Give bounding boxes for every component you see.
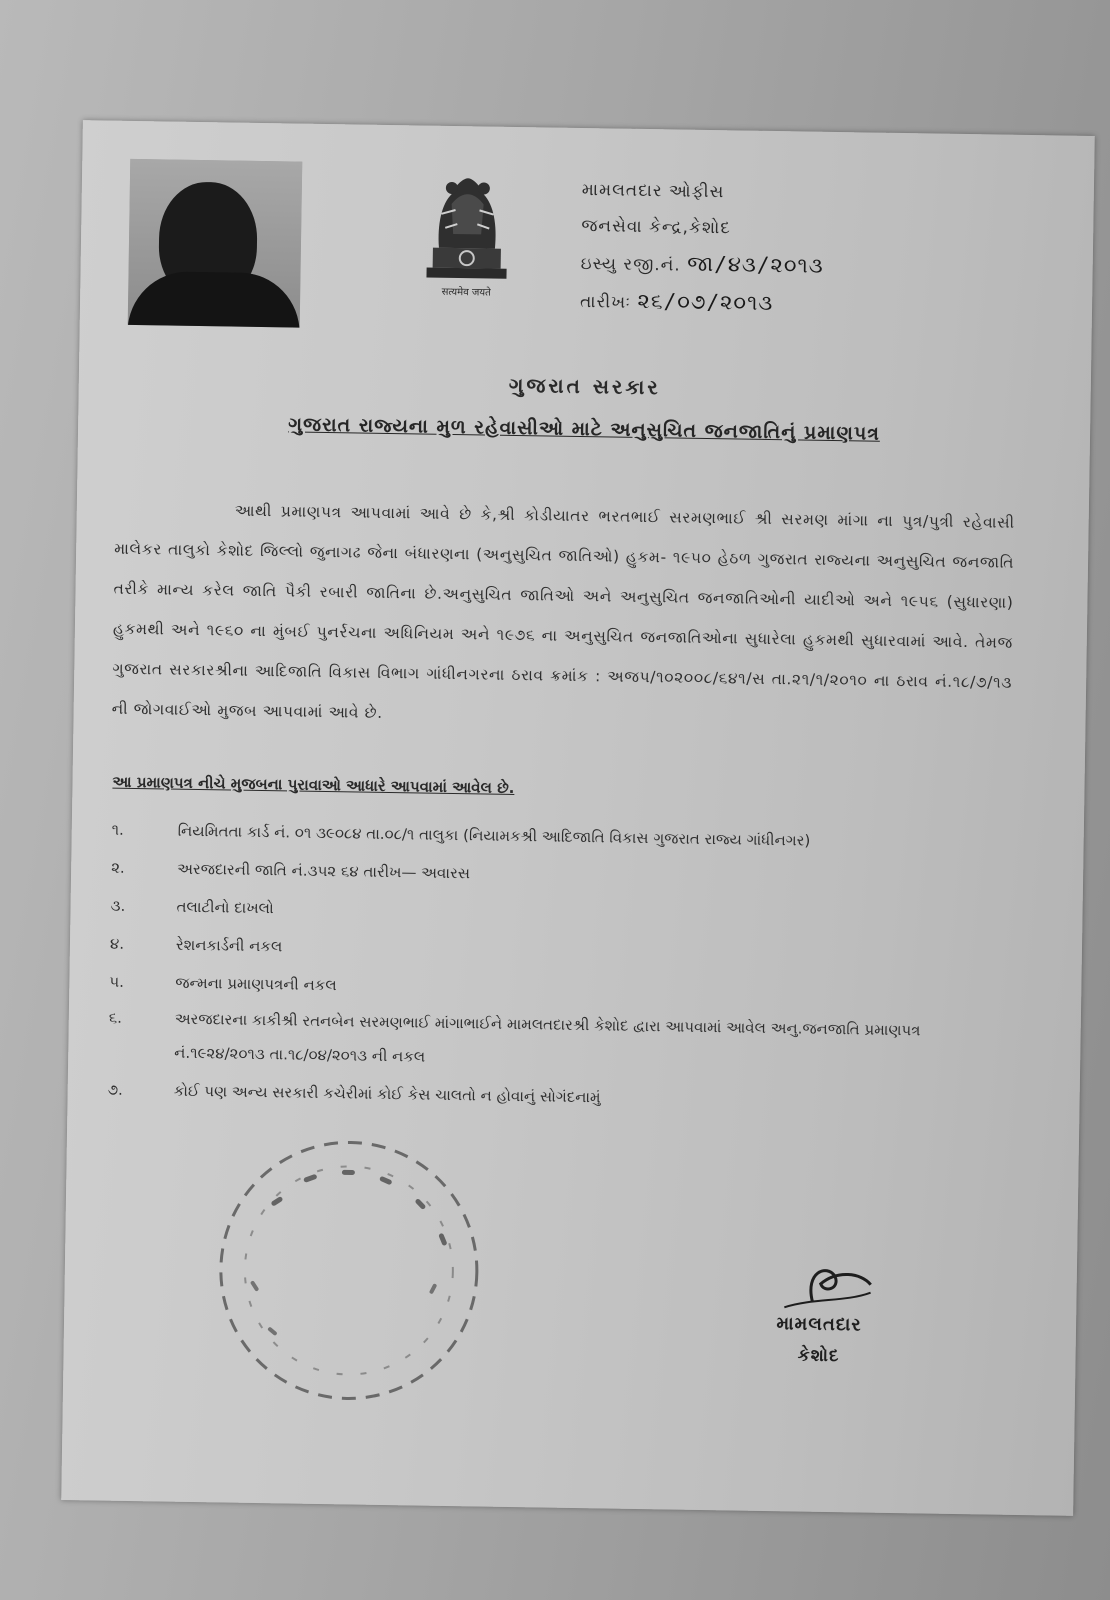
list-item-number: ૧. (111, 820, 125, 839)
official-seal-stamp (211, 1132, 487, 1408)
signatory-place: કેશોદ (797, 1345, 840, 1367)
issue-date: ૨૬/૦૭/૨૦૧૩ (637, 288, 774, 316)
certificate-title: ગુજરાત રાજ્યના મુળ રહેવાસીઓ માટે અનુસુચિત જનજાતિનું પ્રમાણપત્ર (288, 413, 881, 445)
list-item-text: જન્મના પ્રમાણપત્રની નકલ (175, 973, 337, 995)
date-label: તારીખઃ (579, 291, 632, 313)
list-item-text: નિયમિતતા કાર્ડ નં. ૦૧ ૩૯૦૮૪ તા.૦૮/૧ તાલુકા (નિયામકશ્રી આદિજાતિ વિકાસ ગુજરાત રાજ્ય ગાંધીનગર) (177, 821, 811, 850)
register-label: ઇસ્યુ રજી.નં. (580, 253, 681, 276)
office-name: મામલતદાર ઓફીસ (581, 179, 725, 203)
register-number: જા/૪૩/૨૦૧૩ (687, 251, 824, 278)
centre-name: જનસેવા કેન્દ્ર,કેશોદ (581, 215, 731, 239)
signature-mark (774, 1261, 875, 1313)
body-paragraph: આથી પ્રમાણપત્ર આપવામાં આવે છે કે,શ્રી કોડીયાતર ભરતભાઈ સરમણભાઈ શ્રી સરમણ માંગા ના પુત્ર/પુત્રી રહેવાસી માલેકર તાલુકો કેશોદ જિલ્લો જુનાગઢ જેના બંધારણના (અનુસુચિત જાતિઓ) હુકમ- ૧૯૫૦ હેઠળ ગુજરાત રાજ્યના અનુસુચિત જનજાતિ તરીકે માન્ય કરેલ જાતિ પૈકી રબારી જાતિના છે.અનુસુચિત જાતિઓ અને અનુસુચિત જનજાતિઓની યાદીઓ અને ૧૯૫૬ (સુધારણા) હુકમથી અને ૧૯૬૦ ના મુંબઈ પુનર્રચના અધિનિયમ અને ૧૯૭૬ ના અનુસુચિત જનજાતિઓના સુધારેલા હુકમથી સુધારવામાં આવે. તેમજ ગુજરાત સરકારશ્રીના આદિજાતિ વિકાસ વિભાગ ગાંધીનગરના ઠરાવ ક્રમાંક : અજપ/૧૦૨૦૦૮/૬૪૧/સ તા.૨૧/૧/૨૦૧૦ ના ઠરાવ નં.૧૮/૭/૧૩ ની જોગવાઈઓ મુજબ આપવામાં આવે છે. (111, 501, 1015, 722)
list-item-text: અરજદારના કાકીશ્રી રતનબેન સરમણભાઈ માંગાભાઈને મામલતદારશ્રી કેશોદ દ્વારા આપવામાં આવેલ અનુ.જનજાતિ પ્રમાણપત્ર નં.૧૯૨૪/૨૦૧૩ તા.૧૮/૦૪/૨૦૧૩ ની નકલ (174, 1009, 921, 1066)
evidence-list (107, 811, 1012, 1123)
list-item-number: ૨. (111, 858, 125, 877)
list-item-number: ૭. (107, 1080, 124, 1099)
emblem-motto: सत्यमेव जयते (441, 286, 491, 299)
list-item-number: ૪. (109, 934, 125, 953)
list-item-number: ૩. (110, 896, 126, 915)
list-item-text: તલાટીનો દાખલો (176, 897, 274, 918)
applicant-photo (128, 159, 303, 328)
list-item-text: રેશનકાર્ડની નકલ (175, 935, 283, 956)
certificate-body (111, 489, 1015, 743)
government-heading: ગુજરાત સરકાર (508, 372, 661, 400)
register-row (580, 244, 941, 288)
list-item-number: ૬. (108, 1008, 123, 1027)
certificate-document (61, 120, 1095, 1516)
list-item-text: અરજદારની જાતિ નં.૩૫૨ ૬૪ તારીખ— અવારસ (177, 859, 471, 883)
signatory-designation: મામલતદાર (776, 1313, 862, 1336)
national-emblem-icon (410, 163, 524, 305)
list-item-text: કોઈ પણ અન્ય સરકારી કચેરીમાં કોઈ કેસ ચાલતો ન હોવાનું સોગંદનામું (173, 1081, 601, 1107)
evidence-list-intro: આ પ્રમાણપત્ર નીચે મુજબના પુરાવાઓ આધારે આપવામાં આવેલ છે. (112, 772, 515, 797)
signature-block (743, 1261, 895, 1373)
issuing-office-block (580, 172, 942, 326)
date-row (580, 282, 941, 326)
list-item-number: ૫. (109, 972, 125, 991)
